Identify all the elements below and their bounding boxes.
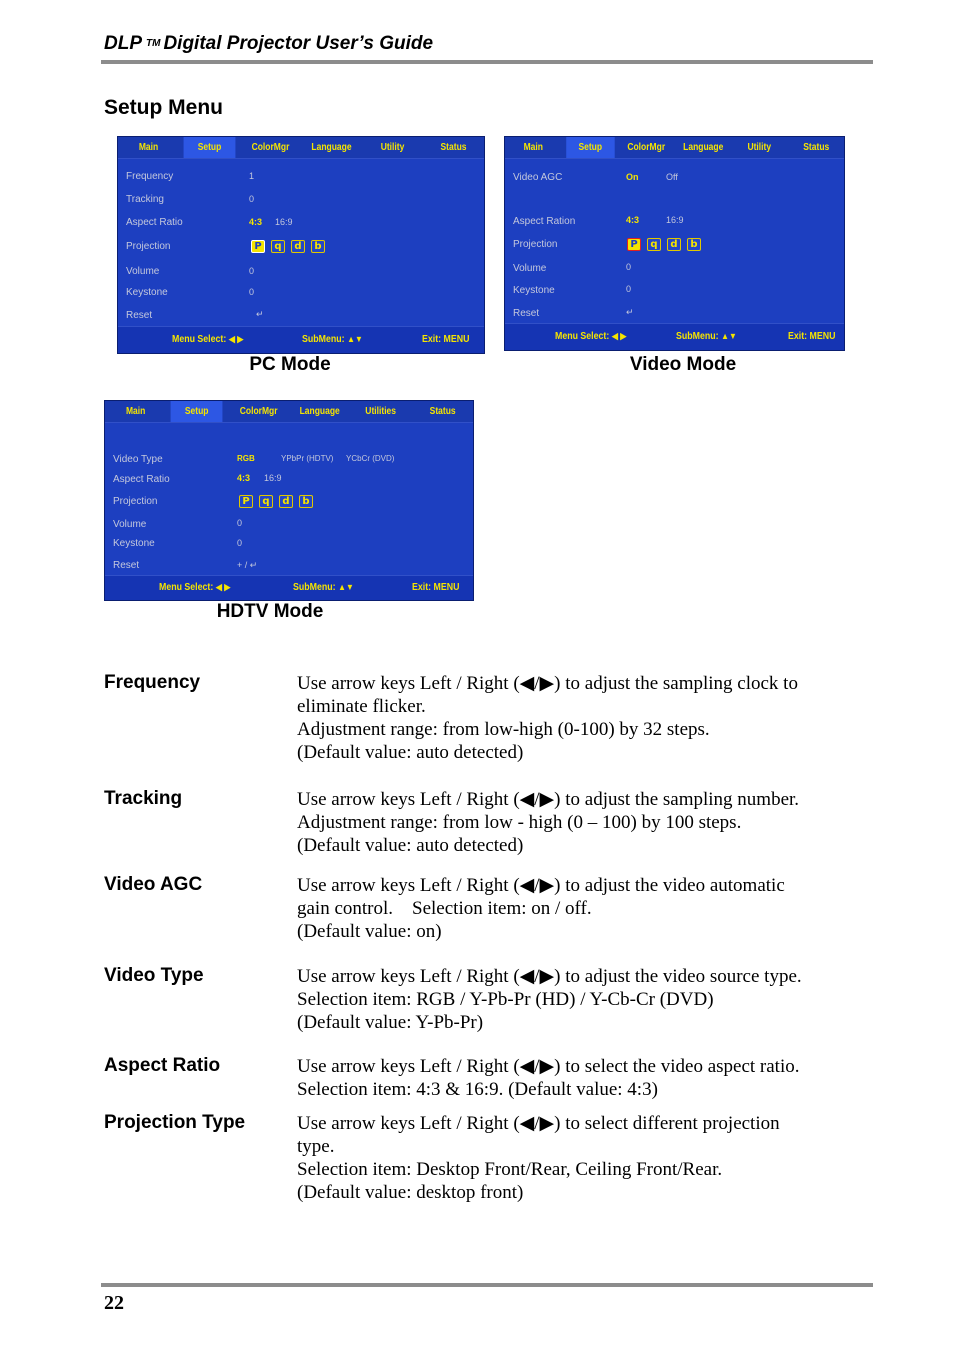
tab-utilities[interactable]: Utilities: [365, 406, 397, 417]
projection-ceiling-rear-icon[interactable]: b: [311, 240, 325, 253]
term-video-agc: Video AGC: [104, 874, 203, 895]
keystone-value: 0: [249, 287, 255, 297]
hdtv-mode-menu: [104, 400, 474, 601]
projection-front-icon[interactable]: P: [251, 240, 265, 253]
desc-aspect-ratio: [297, 1055, 857, 1101]
pc-mode-menu: [117, 136, 485, 354]
menu-row-aspect-ratio[interactable]: Aspect Ratio: [113, 474, 170, 485]
pc-mode-caption: PC Mode: [249, 354, 331, 375]
menu-row-aspect-ration[interactable]: Aspect Ration: [513, 216, 576, 227]
tab-main[interactable]: Main: [523, 142, 543, 153]
desc-line: gain control. Selection item: on / off.: [297, 898, 592, 919]
desc-line: (Default value: auto detected): [297, 835, 524, 856]
menu-select-label: Menu Select:: [555, 331, 610, 342]
desc-video-agc: [297, 874, 857, 943]
desc-line: Use arrow keys Left / Right (◀/▶) to adjust the video source type.: [297, 966, 802, 987]
reset-enter-icon[interactable]: ↵: [626, 307, 634, 317]
term-tracking: Tracking: [104, 788, 183, 809]
trademark-symbol: TM: [146, 38, 161, 49]
frequency-value: 1: [249, 171, 255, 181]
left-right-arrows-icon: ◀ ▶: [228, 334, 244, 344]
menu-row-volume[interactable]: Volume: [126, 266, 160, 277]
tab-language[interactable]: Language: [299, 406, 340, 417]
desc-line: eliminate flicker.: [297, 696, 426, 717]
projection-ceiling-rear-icon[interactable]: b: [299, 495, 313, 508]
aspect-option-4-3[interactable]: 4:3: [237, 473, 251, 483]
aspect-option-16-9[interactable]: 16:9: [666, 215, 684, 225]
term-aspect-ratio: Aspect Ratio: [104, 1055, 221, 1076]
desc-line: Adjustment range: from low-high (0-100) by 32 steps.: [297, 719, 710, 740]
desc-line: (Default value: Y-Pb-Pr): [297, 1012, 484, 1033]
tab-colormgr[interactable]: ColorMgr: [627, 142, 666, 153]
desc-line: Selection item: Desktop Front/Rear, Ceiling Front/Rear.: [297, 1159, 723, 1180]
desc-line: Use arrow keys Left / Right (◀/▶) to select the video aspect ratio.: [297, 1056, 800, 1077]
tab-language[interactable]: Language: [311, 142, 352, 153]
desc-line: Use arrow keys Left / Right (◀/▶) to adjust the sampling number.: [297, 789, 800, 810]
tab-utility[interactable]: Utility: [380, 142, 405, 153]
projection-rear-icon[interactable]: q: [271, 240, 285, 253]
desc-line: type.: [297, 1136, 335, 1157]
tab-language[interactable]: Language: [682, 142, 723, 153]
video-type-option-ycbcr[interactable]: YCbCr (DVD): [346, 454, 395, 463]
footer-exit: Exit: MENU: [412, 582, 460, 593]
footer-exit: Exit: MENU: [422, 334, 470, 345]
desc-projection-type: [297, 1112, 857, 1204]
tab-colormgr[interactable]: ColorMgr: [251, 142, 290, 153]
footer-menu-select: [159, 582, 230, 593]
projection-ceiling-rear-icon[interactable]: b: [687, 238, 701, 251]
menu-row-volume[interactable]: Volume: [513, 263, 547, 274]
desc-video-type: [297, 965, 857, 1034]
volume-value: 0: [237, 518, 243, 528]
menu-footer: [505, 323, 844, 350]
projection-ceiling-front-icon[interactable]: d: [279, 495, 293, 508]
menu-row-reset[interactable]: Reset: [126, 310, 153, 321]
footer-menu-select: [555, 331, 626, 342]
volume-value: 0: [626, 262, 632, 272]
tab-status[interactable]: Status: [802, 142, 829, 153]
menu-row-video-type[interactable]: Video Type: [113, 454, 163, 465]
video-mode-caption: Video Mode: [629, 354, 737, 375]
aspect-option-4-3[interactable]: 4:3: [249, 217, 263, 227]
reset-enter-icon[interactable]: ↵: [256, 309, 264, 319]
menu-row-keystone[interactable]: Keystone: [113, 538, 155, 549]
projection-ceiling-front-icon[interactable]: d: [291, 240, 305, 253]
desc-line: Selection item: RGB / Y-Pb-Pr (HD) / Y-Cb-Cr (DVD): [297, 989, 714, 1010]
tab-setup[interactable]: Setup: [184, 137, 236, 158]
footer-menu-select: [172, 334, 243, 345]
projection-front-icon[interactable]: P: [627, 238, 641, 251]
section-title: Setup Menu: [104, 96, 223, 119]
menu-row-keystone[interactable]: Keystone: [126, 287, 168, 298]
term-video-type: Video Type: [104, 965, 204, 986]
menu-row-reset[interactable]: Reset: [113, 560, 140, 571]
aspect-option-16-9[interactable]: 16:9: [264, 473, 282, 483]
desc-tracking: [297, 788, 857, 857]
menu-row-frequency[interactable]: Frequency: [126, 171, 174, 182]
submenu-label: SubMenu:: [293, 582, 336, 593]
desc-line: Use arrow keys Left / Right (◀/▶) to adjust the video automatic: [297, 875, 785, 896]
menu-row-projection[interactable]: Projection: [126, 241, 171, 252]
projection-icons: [239, 495, 313, 508]
projection-icons: [251, 240, 325, 253]
menu-select-label: Menu Select:: [159, 582, 214, 593]
video-type-option-rgb[interactable]: RGB: [237, 454, 255, 463]
submenu-label: SubMenu:: [302, 334, 345, 345]
keystone-value: 0: [237, 538, 243, 548]
left-right-arrows-icon: ◀ ▶: [215, 582, 231, 592]
menu-row-reset[interactable]: Reset: [513, 308, 540, 319]
desc-line: Use arrow keys Left / Right (◀/▶) to adjust the sampling clock to: [297, 673, 798, 694]
menu-row-volume[interactable]: Volume: [113, 519, 147, 530]
volume-value: 0: [249, 266, 255, 276]
term-projection-type: Projection Type: [104, 1112, 246, 1133]
projection-rear-icon[interactable]: q: [259, 495, 273, 508]
up-down-arrows-icon: ▲▼: [721, 331, 737, 341]
menu-row-video-agc[interactable]: Video AGC: [513, 172, 563, 183]
projection-rear-icon[interactable]: q: [647, 238, 661, 251]
header-title: Digital Projector User’s Guide: [163, 33, 434, 54]
page-number: 22: [104, 1292, 124, 1314]
menu-tabs: [118, 137, 484, 159]
aspect-option-4-3[interactable]: 4:3: [626, 215, 640, 225]
tab-setup[interactable]: Setup: [171, 401, 223, 422]
aspect-option-16-9[interactable]: 16:9: [275, 217, 293, 227]
menu-tabs: [505, 137, 844, 159]
tab-status[interactable]: Status: [429, 406, 456, 417]
tab-status[interactable]: Status: [440, 142, 467, 153]
submenu-label: SubMenu:: [676, 331, 719, 342]
menu-row-aspect-ratio[interactable]: Aspect Ratio: [126, 217, 183, 228]
video-type-option-ypbpr[interactable]: YPbPr (HDTV): [281, 454, 334, 463]
footer-submenu: [293, 582, 354, 593]
projection-ceiling-front-icon[interactable]: d: [667, 238, 681, 251]
menu-select-label: Menu Select:: [172, 334, 227, 345]
tracking-value: 0: [249, 194, 255, 204]
footer-submenu: [676, 331, 737, 342]
up-down-arrows-icon: ▲▼: [347, 334, 363, 344]
footer-rule: [101, 1283, 873, 1287]
desc-line: (Default value: on): [297, 921, 442, 942]
left-right-arrows-icon: ◀ ▶: [611, 331, 627, 341]
footer-exit: Exit: MENU: [788, 331, 836, 342]
menu-footer: [105, 575, 473, 600]
menu-row-projection[interactable]: Projection: [513, 239, 558, 250]
up-down-arrows-icon: ▲▼: [338, 582, 354, 592]
tab-main[interactable]: Main: [125, 406, 146, 417]
projection-front-icon[interactable]: P: [239, 495, 253, 508]
menu-row-projection[interactable]: Projection: [113, 496, 158, 507]
header-rule: [101, 60, 873, 64]
agc-option-on[interactable]: On: [626, 172, 639, 182]
projection-icons: [627, 238, 701, 251]
running-header: [104, 33, 433, 55]
header-brand: DLP: [104, 33, 142, 54]
desc-line: (Default value: auto detected): [297, 742, 524, 763]
hdtv-mode-caption: HDTV Mode: [216, 601, 324, 622]
keystone-value: 0: [626, 284, 632, 294]
menu-tabs: [105, 401, 473, 423]
agc-option-off[interactable]: Off: [666, 172, 678, 182]
desc-line: Adjustment range: from low - high (0 – 100) by 100 steps.: [297, 812, 742, 833]
term-frequency: Frequency: [104, 672, 201, 693]
menu-row-tracking[interactable]: Tracking: [126, 194, 164, 205]
footer-submenu: [302, 334, 363, 345]
desc-line: Selection item: 4:3 & 16:9. (Default value: 4:3): [297, 1079, 658, 1100]
video-mode-menu: [504, 136, 845, 351]
reset-enter-icon[interactable]: + / ↵: [237, 560, 258, 570]
desc-line: Use arrow keys Left / Right (◀/▶) to select different projection: [297, 1113, 780, 1134]
tab-main[interactable]: Main: [138, 142, 159, 153]
tab-utility[interactable]: Utility: [747, 142, 772, 153]
desc-frequency: [297, 672, 857, 764]
menu-row-keystone[interactable]: Keystone: [513, 285, 555, 296]
desc-line: (Default value: desktop front): [297, 1182, 524, 1203]
tab-setup[interactable]: Setup: [566, 137, 614, 158]
tab-colormgr[interactable]: ColorMgr: [239, 406, 278, 417]
menu-footer: [118, 326, 484, 353]
